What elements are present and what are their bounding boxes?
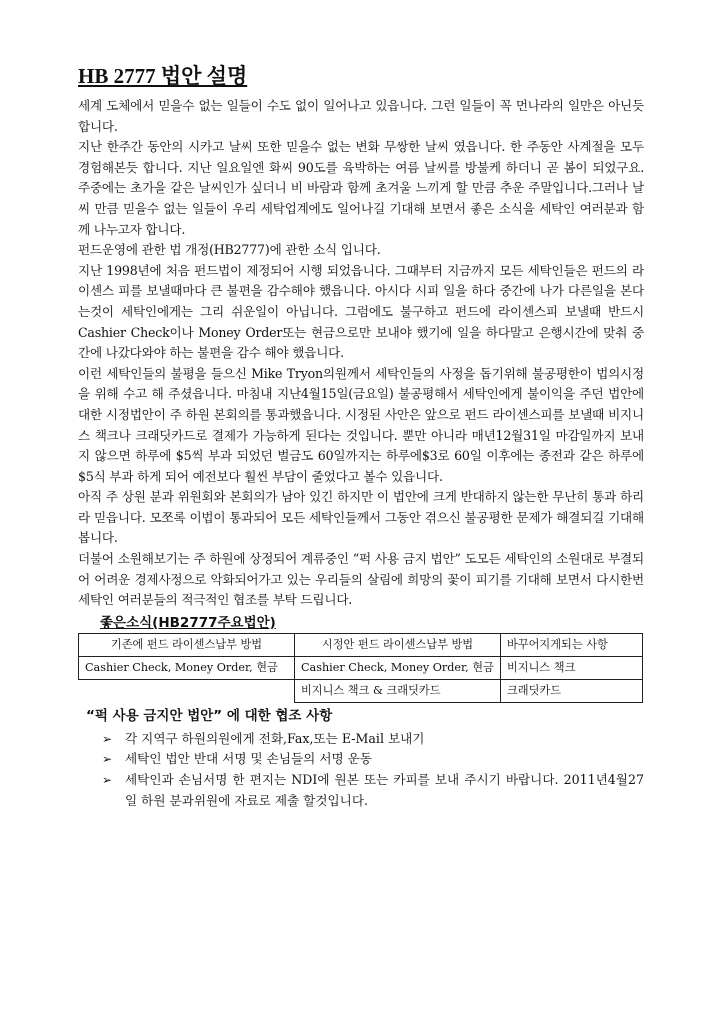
arrow-bullet-icon: ➢ bbox=[102, 752, 113, 767]
arrow-bullet-icon: ➢ bbox=[102, 731, 113, 746]
list-item-text: 각 지역구 하원의원에게 전화,Fax,또는 E-Mail 보내기 bbox=[125, 730, 425, 746]
table-cell: Cashier Check, Money Order, 현금 bbox=[295, 656, 501, 679]
news-section-heading-text: 좋은소식(HB2777주요법안) bbox=[100, 614, 276, 631]
paragraph: 아직 주 상원 분과 위원회와 본회의가 남아 있긴 하지만 이 법안에 크게 반대하지 않는한 무난히 통과 하리라 믿읍니다. 모쪼록 이법이 통과되어 모든 세탁인들께서 그동안 겪으신 불공평한 문제가 해결되길 기대해 봅니다. bbox=[78, 489, 644, 546]
list-item bbox=[102, 729, 644, 750]
list-item bbox=[102, 749, 644, 770]
document-title: HB 2777 법안 설명 bbox=[78, 64, 248, 88]
cooperation-heading: “퍽 사용 금지안 법안” 에 대한 협조 사항 bbox=[86, 707, 333, 724]
news-section-heading bbox=[100, 614, 644, 632]
table-header-cell: 바꾸어지게되는 사항 bbox=[501, 633, 643, 656]
body-text bbox=[78, 96, 644, 611]
table-header-row bbox=[79, 633, 643, 656]
table-row bbox=[79, 679, 643, 702]
arrow-bullet-icon: ➢ bbox=[102, 773, 113, 788]
paragraph: 세계 도체에서 믿을수 없는 일들이 수도 없이 일어나고 있읍니다. 그런 일들이 꼭 먼나라의 일만은 아닌듯 합니다. bbox=[78, 98, 644, 134]
paragraph: 지난 1998년에 처음 펀드법이 제정되어 시행 되었읍니다. 그때부터 지금까지 모든 세탁인들은 펀드의 라이센스 피를 보낼때마다 큰 불편을 감수해야 했읍니다. 아시다 시피 일을 하다 중간에 나가 다른일을 본다는것이 세탁인에게는 그리 쉬운일이 아닙니다. 그럼에도 불구하고 펀드에 라이센스피 보낼때 반드시 Cashier Check이나 Money Order또는 현금으로만 보내야 했기에 일을 하다말고 은행시간에 맞춰 중간에 나갔다와야 하는 불편을 감수 해야 했읍니다. bbox=[78, 262, 644, 361]
list-item-text: 세탁인과 손님서명 한 편지는 NDI에 원본 또는 카피를 보내 주시기 바랍니다. 2011년4월27일 하원 분과위원에 자료로 제출 할것입니다. bbox=[125, 772, 644, 808]
paragraph: 지난 한주간 동안의 시카고 날씨 또한 믿을수 없는 변화 무쌍한 날씨 였읍니다. 한 주동안 사계절을 모두 경험해본듯 합니다. 지난 일요일엔 화씨 90도를 육박하는 여름 날씨를 방불케 하더니 곧 봄이 되었구요. 주중에는 초가을 같은 날씨인가 싶더니 비 바람과 함께 초겨울 느끼게 할 만큼 추운 주말입니다.그러나 날씨 만큼 믿을수 없는 일들이 우리 세탁업계에도 일어나길 기대해 보면서 좋은 소식을 세탁인 여러분과 함께 나누고자 합니다. bbox=[78, 139, 644, 237]
table-cell: 비지니스 책크 & 크래딧카드 bbox=[295, 679, 501, 702]
table-cell: Cashier Check, Money Order, 현금 bbox=[79, 656, 295, 679]
list-item bbox=[102, 770, 644, 811]
paragraph: 이런 세탁인들의 불평을 들으신 Mike Tryon의원께서 세탁인들의 사정을 돕기위해 불공평한이 법의시정을 위해 수고 해 주셨읍니다. 마침내 지난4월15일(금요일) 불공평해서 세탁인에게 불이익을 주던 법안에 대한 시정법안이 주 하원 본회의를 통과했읍니다. 시정된 사안은 앞으로 펀드 라이센스피를 보낼때 비지니스 책크나 크래딧카드로 결제가 가능하게 된다는 것입니다. 뿐만 아니라 매년12월31일 마감일까지 보내지 않으면 하루에 $5씩 부과 되었던 벌금도 60일까지는 하루에$3로 60일 이후에는 종전과 같은 하루에 $5식 부과 하게 되어 예전보다 훨씬 부담이 줄었다고 볼수 있읍니다. bbox=[78, 365, 644, 484]
table-cell: 비지니스 책크 bbox=[501, 656, 643, 679]
paragraph: 펀드운영에 관한 법 개정(HB2777)에 관한 소식 입니다. bbox=[78, 242, 381, 258]
table-row bbox=[79, 656, 643, 679]
table-header-cell: 기존에 펀드 라이센스납부 방법 bbox=[79, 633, 295, 656]
table-cell: 크래딧카드 bbox=[501, 679, 643, 702]
paragraph: 더불어 소원해보기는 주 하원에 상정되어 계류중인 “퍽 사용 금지 법안” 도모든 세탁인의 소원대로 부결되어 어려운 경제사정으로 악화되어가고 있는 우리들의 살림에 희망의 꽃이 피기를 기대해 보면서 다시한번 세탁인 여러분들의 적극적인 협조를 부탁 드립니다. bbox=[78, 551, 644, 608]
table-cell-empty bbox=[79, 679, 295, 702]
table-header-cell: 시정안 펀드 라이센스납부 방법 bbox=[295, 633, 501, 656]
law-comparison-table bbox=[78, 633, 643, 703]
document-page bbox=[78, 60, 644, 811]
list-item-text: 세탁인 법안 반대 서명 및 손님들의 서명 운동 bbox=[125, 751, 373, 767]
cooperation-list bbox=[78, 729, 644, 811]
